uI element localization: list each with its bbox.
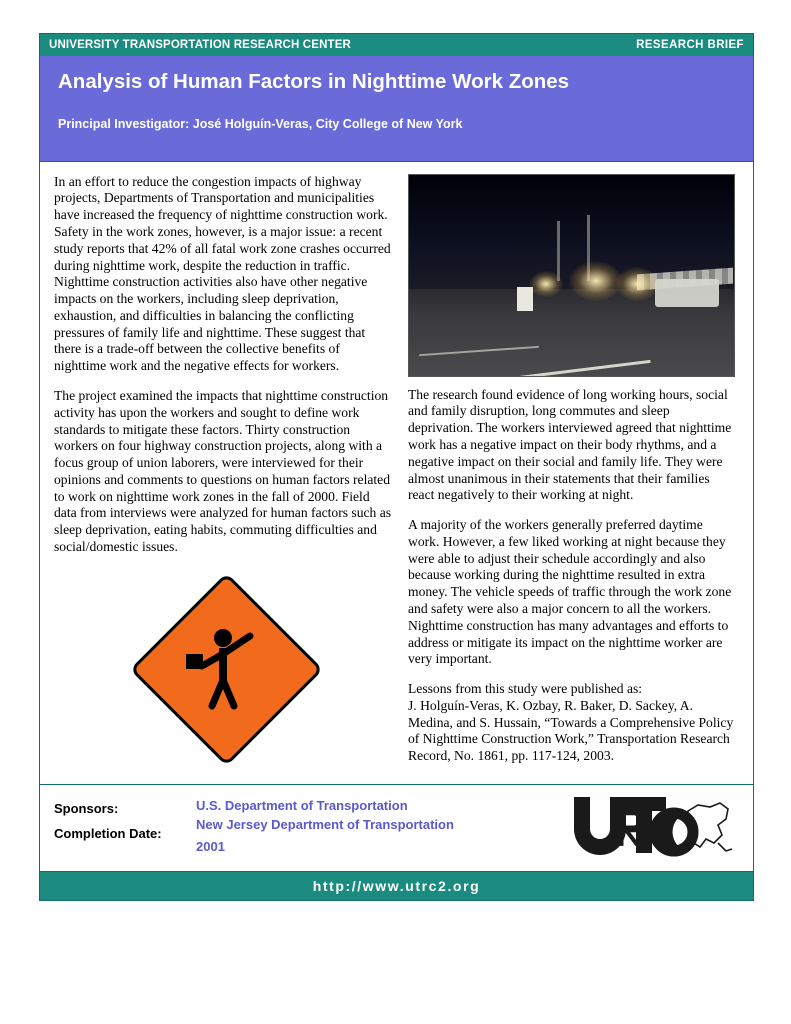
lessons-intro: Lessons from this study were published as: bbox=[408, 681, 643, 697]
photo-caption-paragraph: The research found evidence of long working hours, social and family disruption, long commutes and sleep deprivation. The workers interviewed agreed that nighttime work has a negative impact on their body rhythms, and a negative impact on their social and family life. They were almost unanimous in their statements that their families react negatively to their working at night. bbox=[408, 386, 732, 503]
brief-sheet bbox=[39, 33, 754, 901]
document-type-label: RESEARCH BRIEF bbox=[636, 39, 744, 51]
utrc-logo bbox=[570, 791, 735, 865]
sponsor-item-2: New Jersey Department of Transportation bbox=[196, 816, 454, 832]
title-block bbox=[40, 56, 753, 162]
page-title: Analysis of Human Factors in Nighttime Work Zones bbox=[58, 70, 570, 93]
right-column bbox=[408, 174, 735, 778]
flagger-ahead-work-zone-sign bbox=[130, 574, 316, 760]
photo-light-glow-2 bbox=[529, 271, 563, 297]
left-column bbox=[54, 174, 392, 778]
sign-figure bbox=[54, 574, 392, 760]
sponsor-values bbox=[196, 797, 454, 859]
content-area bbox=[40, 162, 753, 785]
sponsors-label: Sponsors: bbox=[54, 801, 119, 816]
body-paragraph-4: A majority of the workers generally preferred daytime work. However, a few liked working at night because they were able to adjust their schedule accordingly and also because working during the nighttime resulted in extra money. The vehicle speeds of traffic through the work zone and safety were also a major concern to all the workers. Nighttime construction has many advantages and efforts to address or mitigate its impact on the nighttime worker are very important. bbox=[408, 517, 732, 667]
sponsor-labels bbox=[54, 797, 196, 859]
organization-name: UNIVERSITY TRANSPORTATION RESEARCH CENTER bbox=[49, 39, 351, 51]
body-paragraph-1: In an effort to reduce the congestion impacts of highway projects, Departments of Transportation and municipalities have increased the frequency of nighttime construction work. Safety in the work zones, however, is a major issue: a recent study reports that 42% of all fatal work zone crashes occurred during nighttime work, despite the reduction in traffic. Nighttime construction activities also have other negative impacts on the workers, including sleep deprivation, exhaustion, and difficulties in balancing the conflicting pressures of family life and nighttime. These suggest that there is a trade-off between the collective benefits of nighttime work and the negative effects for workers. bbox=[54, 173, 391, 374]
photo-truck bbox=[655, 279, 719, 307]
completion-date-label: Completion Date: bbox=[54, 825, 162, 841]
website-url[interactable]: http://www.utrc2.org bbox=[312, 878, 481, 895]
sponsor-item-1: U.S. Department of Transportation bbox=[196, 798, 408, 813]
header-bar bbox=[40, 34, 753, 56]
sponsors-section bbox=[40, 785, 753, 872]
photo-pole-1 bbox=[557, 221, 560, 281]
flagger-figure-icon bbox=[130, 574, 316, 760]
completion-date-value: 2001 bbox=[196, 838, 225, 854]
body-paragraph-2: The project examined the impacts that nighttime construction activity has upon the workers and sought to define work standards to mitigate these factors. Thirty construction workers on four highway construction projects, along with a focus group of union laborers, were interviewed for their opinions and comments to questions on human factors related to work on nighttime work zones in the fall of 2000. Field data from interviews were analyzed for human factors such as sleep deprivation, eating habits, commuting difficulties and social/domestic issues. bbox=[54, 387, 392, 554]
nighttime-work-zone-photo bbox=[408, 174, 735, 377]
citation: J. Holguín-Veras, K. Ozbay, R. Baker, D. Sackey, A. Medina, and S. Hussain, “Towards a Comprehensive Policy of Nighttime Construction Work,” Transportation Research Record, No. 1861, pp. 117-124, 2003. bbox=[408, 697, 734, 764]
footer-url-bar[interactable] bbox=[40, 872, 753, 900]
photo-light-glow-3 bbox=[615, 267, 659, 301]
principal-investigator: Principal Investigator: José Holguín-Veras, City College of New York bbox=[58, 116, 463, 131]
